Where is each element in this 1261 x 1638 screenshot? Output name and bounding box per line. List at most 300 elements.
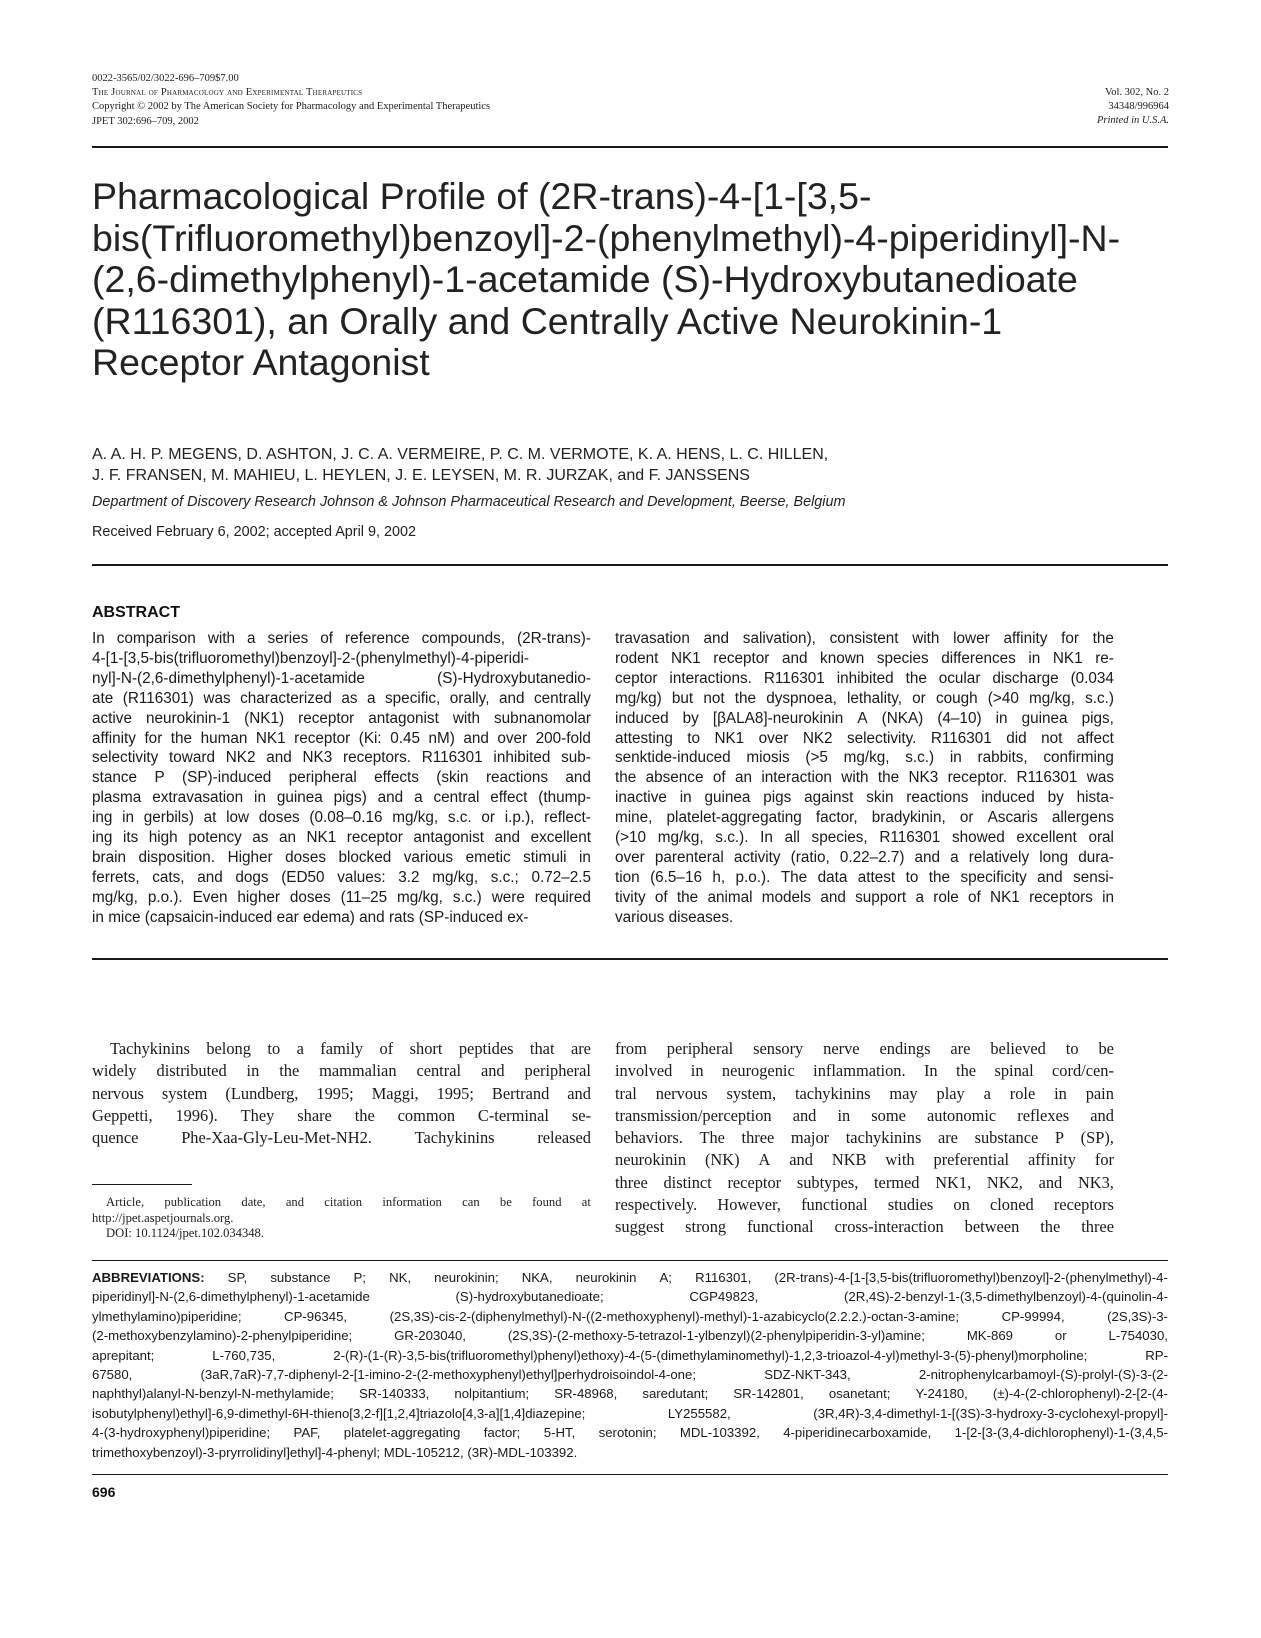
- word: plasma: [92, 789, 142, 807]
- word: (2S,3S)-(2-methoxy-5-tetrazol-1-ylbenzyl)(2-phenylpiperidin-3-yl)amine;: [507, 1328, 925, 1344]
- abbreviation-line: [92, 1365, 1168, 1384]
- word: affect: [1076, 729, 1114, 747]
- word: induced: [615, 709, 669, 727]
- word: antagonist: [368, 709, 439, 727]
- page-number: 696: [92, 1484, 116, 1500]
- word: a: [915, 888, 924, 906]
- word: a: [296, 1039, 304, 1058]
- word: not: [1041, 729, 1063, 747]
- word: of: [654, 888, 668, 906]
- body-line: [615, 1083, 1114, 1105]
- word: differences: [941, 649, 1016, 667]
- word: receptor: [713, 649, 770, 667]
- word: ing: [92, 829, 113, 847]
- word: 4-[1-[3,5-bis(trifluoromethyl)benzoyl]-2-(phenylmethyl)-4-piperidi-: [92, 649, 529, 667]
- word: 4-piperidinecarboxamide,: [783, 1425, 932, 1441]
- word: NK3,: [1077, 1172, 1114, 1192]
- word: (6.5–16: [650, 868, 702, 886]
- word: neurokinin: [615, 1150, 687, 1170]
- word: 200-fold: [535, 729, 591, 747]
- word: and: [266, 749, 292, 767]
- word: NK1,: [935, 1172, 972, 1192]
- word: s.c.): [452, 888, 482, 906]
- word: R116301: [879, 829, 941, 847]
- word: tachykinins: [845, 1128, 922, 1148]
- word: and: [1037, 868, 1063, 886]
- word: s.c.): [905, 749, 935, 767]
- word: Ascaris: [987, 809, 1038, 827]
- abstract-line: [615, 649, 1114, 669]
- word: peripheral: [524, 1061, 591, 1081]
- abstract-line: [92, 709, 591, 729]
- abbreviation-line: [92, 1404, 1168, 1423]
- word: over: [615, 848, 645, 866]
- word: mg/kg,: [432, 868, 479, 886]
- word: are: [950, 1039, 971, 1058]
- word: [βALA8]-neurokinin: [712, 709, 844, 727]
- word: quence: [92, 1128, 139, 1148]
- word: to: [905, 868, 919, 886]
- abstract-line: [615, 888, 1114, 908]
- word: against: [804, 789, 854, 807]
- body-line: [92, 1038, 591, 1060]
- word: serotonin;: [598, 1425, 657, 1441]
- word: and: [914, 848, 941, 866]
- word: to: [1065, 1039, 1079, 1058]
- word: with: [912, 630, 940, 647]
- word: peripheral: [666, 1039, 734, 1058]
- word: p.o.).: [147, 888, 183, 906]
- abstract-line: [615, 808, 1114, 828]
- word: Tachykinins: [414, 1128, 495, 1148]
- word: ex-: [507, 908, 529, 926]
- word: NK2,: [986, 1172, 1023, 1192]
- word: required: [534, 888, 591, 906]
- word: subnanomolar: [494, 709, 591, 727]
- word: selectivity.: [847, 729, 917, 747]
- word: transmission/perception: [615, 1105, 772, 1125]
- word: doses: [258, 809, 300, 827]
- word: edema): [302, 908, 355, 926]
- word: and: [480, 1061, 505, 1081]
- word: potency: [188, 829, 242, 847]
- word: SR-142801,: [733, 1386, 804, 1402]
- abstract-right-column: [615, 629, 1114, 928]
- word: studies: [887, 1195, 934, 1215]
- abstract-line: [92, 808, 591, 828]
- word: (SP),: [1080, 1128, 1114, 1148]
- word: excellent: [1016, 829, 1077, 847]
- word: distinct: [663, 1172, 712, 1192]
- word: information: [382, 1195, 442, 1209]
- word: inactive: [615, 789, 667, 807]
- word: the: [1040, 1217, 1061, 1237]
- abstract-line: [615, 709, 1114, 729]
- word: role: [1009, 1083, 1036, 1103]
- word: a: [983, 1083, 991, 1103]
- word: in: [254, 789, 266, 807]
- word: mg/kg,: [1029, 689, 1075, 707]
- word: long: [1039, 848, 1069, 866]
- abstract-line: [615, 868, 1114, 888]
- word: in: [690, 1061, 704, 1081]
- article-title: [92, 176, 1172, 384]
- word: 4-(3-hydroxyphenyl)piperidine;: [92, 1425, 271, 1441]
- word: the: [734, 689, 757, 707]
- word: (3aR,7aR)-7,7-diphenyl-2-[1-imino-2-(2-methoxyphenyl)ethyl]perhydroisoindol-4-one;: [200, 1367, 697, 1383]
- word: and: [359, 908, 385, 926]
- word: the: [170, 729, 193, 747]
- citation-line: JPET 302:696–709, 2002: [92, 115, 199, 127]
- abbreviation-line: [92, 1268, 1168, 1287]
- word: suggest: [615, 1217, 665, 1237]
- footnote-line: [92, 1195, 591, 1211]
- abstract-line: [92, 848, 591, 868]
- word: between: [964, 1217, 1020, 1237]
- word: Tachykinins: [110, 1039, 190, 1058]
- word: were: [491, 888, 525, 906]
- journal-name: The Journal of Pharmacology and Experimental Therapeutics: [92, 87, 363, 99]
- word: isobutylphenyl)ethyl]-6,9-dimethyl-6H-thieno[3,2-f][1,2,4]triazolo[4,3-a][1,4]diazepine;: [92, 1405, 586, 1421]
- received-dates: Received February 6, 2002; accepted April 9, 2002: [92, 524, 416, 540]
- word: 0.72–2.5: [531, 868, 591, 886]
- word: at: [581, 1195, 591, 1209]
- word: was: [203, 689, 231, 707]
- word: hista-: [1076, 789, 1114, 807]
- word: nervous: [92, 1083, 144, 1103]
- word: discharge: [992, 669, 1059, 687]
- word: endings: [879, 1039, 931, 1058]
- word: A;: [659, 1270, 672, 1285]
- word: in: [837, 1105, 851, 1125]
- abstract-line: [615, 689, 1114, 709]
- word: are: [937, 1128, 958, 1148]
- word: or: [959, 809, 974, 827]
- word: mine,: [615, 809, 653, 827]
- body-line: [615, 1149, 1114, 1171]
- word: animal: [707, 888, 753, 906]
- word: parenteral: [654, 848, 724, 866]
- word: (SP)-induced: [182, 769, 272, 787]
- word: effect: [490, 789, 528, 807]
- word: NK1: [1052, 649, 1083, 667]
- word: with: [452, 709, 481, 727]
- word: date,: [241, 1195, 266, 1209]
- word: in: [949, 749, 962, 767]
- word: (thump-: [538, 789, 591, 807]
- word: in: [995, 709, 1008, 727]
- abstract-line: [615, 748, 1114, 768]
- word: low: [226, 809, 250, 827]
- word: NK3: [302, 749, 333, 767]
- word: attesting: [615, 729, 673, 747]
- word: for: [1094, 1150, 1114, 1170]
- word: effects: [374, 769, 419, 787]
- abbreviations-top-rule: [92, 1260, 1168, 1261]
- word: reflect-: [544, 809, 591, 827]
- title-line: (2,6-dimethylphenyl)-1-acetamide (S)-Hydroxybutanedioate: [92, 258, 1078, 300]
- abbreviation-line: [92, 1443, 1168, 1462]
- abstract-line: [92, 828, 591, 848]
- word: three: [1081, 1217, 1114, 1237]
- word: (2S,3S)-cis-2-(diphenylmethyl)-N-((2-methoxyphenyl)-methyl)-1-azabicyclo(2.2.2.)-octan-3-amine;: [389, 1308, 960, 1324]
- word: inhibited: [836, 669, 894, 687]
- word: In: [760, 829, 773, 847]
- word: (NKA): [881, 709, 924, 727]
- word: (skin: [436, 769, 469, 787]
- word: Geppetti,: [92, 1105, 153, 1125]
- word: sensory: [753, 1039, 804, 1058]
- title-line: Receptor Antagonist: [92, 341, 430, 383]
- word: various: [403, 848, 454, 866]
- word: antagonist: [413, 829, 485, 847]
- word: widely: [92, 1061, 137, 1081]
- affiliation: Department of Discovery Research Johnson & Johnson Pharmaceutical Research and Development, Beerse, Belgium: [92, 494, 846, 510]
- word: In: [923, 1061, 938, 1081]
- word: guinea: [276, 789, 323, 807]
- word: specificity: [960, 868, 1027, 886]
- word: species: [876, 649, 929, 667]
- word: se-: [571, 1105, 591, 1125]
- word: an: [278, 829, 296, 847]
- word: (NK): [704, 1150, 740, 1170]
- word: s.c.: [447, 809, 472, 827]
- word: at: [203, 809, 217, 827]
- word: MDL-103392,: [679, 1425, 760, 1441]
- word: CP-99994,: [1001, 1308, 1065, 1324]
- word: inhibited: [493, 749, 551, 767]
- word: and: [494, 829, 521, 847]
- word: affinity: [1027, 1150, 1076, 1170]
- word: receptor.: [947, 769, 1008, 787]
- word: ceptor: [615, 669, 658, 687]
- word: values:: [337, 868, 386, 886]
- journal-header-left: [92, 72, 490, 129]
- abstract-line: [92, 888, 591, 908]
- word: comparison: [116, 630, 196, 647]
- word: its: [122, 829, 139, 847]
- word: some: [871, 1105, 906, 1125]
- abstract-left-column: [92, 629, 591, 928]
- word: of: [320, 630, 334, 647]
- word: strong: [685, 1217, 727, 1237]
- abbreviation-line: [92, 1287, 1168, 1306]
- word: MDL-105212,: [383, 1444, 464, 1460]
- body-line: [615, 1105, 1114, 1127]
- word: publication: [164, 1195, 222, 1209]
- word: active: [92, 709, 132, 727]
- title-line: (R116301), an Orally and Centrally Active Neurokinin-1: [92, 299, 1003, 342]
- word: three: [741, 1128, 775, 1148]
- word: and: [1090, 1105, 1114, 1125]
- word: as: [252, 829, 269, 847]
- word: citation: [324, 1195, 363, 1209]
- word: mg/kg,: [92, 888, 138, 906]
- word: rodent: [615, 649, 659, 667]
- word: preferential: [933, 1150, 1010, 1170]
- word: guinea: [704, 789, 751, 807]
- word: rats: [388, 908, 415, 926]
- word: Higher: [227, 848, 273, 866]
- word: platelet-aggregating: [343, 1425, 461, 1441]
- word: However,: [717, 1195, 781, 1215]
- word: (ED50: [281, 868, 325, 886]
- word: human: [200, 729, 248, 747]
- word: interactions.: [669, 669, 752, 687]
- word: consistent: [829, 630, 899, 647]
- word: tion: [615, 868, 640, 886]
- author-list: [92, 445, 1172, 486]
- word: specific,: [385, 689, 441, 707]
- abstract-line: [615, 908, 1114, 928]
- word: NKA,: [521, 1270, 553, 1285]
- word: CP-96345,: [284, 1308, 348, 1324]
- word: play: [936, 1083, 965, 1103]
- body-line: [615, 1060, 1114, 1082]
- word: h,: [712, 868, 726, 886]
- word: excellent: [530, 829, 591, 847]
- word: pigs): [333, 789, 367, 807]
- abbreviation-line: [92, 1423, 1168, 1442]
- word: Maggi,: [371, 1083, 419, 1103]
- abbreviation-line: [92, 1326, 1168, 1345]
- word: naphthyl)alanyl-N-benzyl-N-methylamide;: [92, 1386, 334, 1402]
- word: A: [857, 709, 868, 727]
- word: (2R,4S)-2-benzyl-1-(3,5-dimethylbenzoyl)-4-(quinolin-4-: [844, 1289, 1168, 1305]
- abbreviation-line: [92, 1346, 1168, 1365]
- footnote-rule: [92, 1184, 192, 1185]
- word: be: [499, 1195, 512, 1209]
- word: showed: [951, 829, 1005, 847]
- word: mg/kg,: [392, 809, 439, 827]
- word: nerve: [823, 1039, 860, 1058]
- word: believed: [990, 1039, 1046, 1058]
- word: the: [956, 1061, 977, 1081]
- word: nyl]-N-(2,6-dimethylphenyl)-1-acetamide: [92, 669, 365, 687]
- word: the: [354, 1105, 375, 1125]
- word: three: [615, 1172, 648, 1192]
- word: an: [734, 769, 752, 787]
- word: inflammation.: [813, 1061, 906, 1081]
- word: and: [792, 1105, 817, 1125]
- word: R116301: [421, 749, 483, 767]
- word: activity: [733, 848, 781, 866]
- abstract-line: [92, 669, 591, 689]
- body-line: [615, 1038, 1114, 1060]
- word: cough: [935, 689, 978, 707]
- word: characterized: [240, 689, 332, 707]
- word: a: [367, 689, 376, 707]
- word: tral: [615, 1083, 637, 1103]
- word: allergens: [1051, 809, 1114, 827]
- word: dyspnoea,: [766, 689, 837, 707]
- word: platelet-aggregating: [666, 809, 802, 827]
- word: a: [950, 848, 959, 866]
- word: or: [1054, 1328, 1067, 1344]
- word: species,: [811, 829, 868, 847]
- word: (±)-4-(2-chlorophenyl)-2-[2-(4-: [992, 1386, 1168, 1402]
- word: series: [267, 630, 309, 647]
- word: (ratio,: [790, 848, 830, 866]
- abstract-line: [92, 689, 591, 709]
- word: to: [687, 729, 701, 747]
- printed-line: Printed in U.S.A.: [1096, 115, 1169, 127]
- word: substance: [974, 1128, 1039, 1148]
- abstract-line: [615, 768, 1114, 788]
- word: distributed: [156, 1061, 227, 1081]
- word: with: [207, 630, 236, 647]
- copyright-line: Copyright © 2002 by The American Society for Pharmacology and Experimental Therapeutics: [92, 101, 491, 113]
- word: major: [790, 1128, 830, 1148]
- word: can: [462, 1195, 480, 1209]
- abstract-line: [92, 788, 591, 808]
- abstract-line: [615, 848, 1114, 868]
- footnote: [92, 1195, 591, 1242]
- word: NK2: [225, 749, 256, 767]
- word: NK1: [670, 649, 701, 667]
- word: (>40: [987, 689, 1019, 707]
- word: nM): [428, 729, 455, 747]
- word: that: [529, 1039, 555, 1058]
- word: high: [148, 829, 178, 847]
- word: blocked: [338, 848, 392, 866]
- word: Phe-Xaa-Gly-Leu-Met-NH2.: [181, 1128, 372, 1148]
- word: or: [481, 809, 495, 827]
- journal-header-right: [1097, 86, 1169, 129]
- word: nervous: [655, 1083, 708, 1103]
- word: SP,: [227, 1270, 248, 1285]
- word: mammalian: [319, 1061, 397, 1081]
- word: NK1: [990, 888, 1020, 906]
- body-line: [615, 1194, 1114, 1216]
- word: emetic: [465, 848, 511, 866]
- word: receptor: [294, 729, 351, 747]
- word: bradykinin,: [871, 809, 946, 827]
- word: factor;: [483, 1425, 521, 1441]
- word: disposition.: [138, 848, 216, 866]
- word: rabbits,: [977, 749, 1028, 767]
- word: Y-24180,: [915, 1386, 968, 1402]
- abstract-line: [92, 729, 591, 749]
- word: toward: [169, 749, 215, 767]
- word: neurokinin;: [434, 1270, 499, 1285]
- word: L-760,735,: [212, 1347, 276, 1363]
- word: and: [703, 630, 730, 647]
- word: reactions: [906, 789, 969, 807]
- word: and: [377, 789, 404, 807]
- word: extravasation: [152, 789, 244, 807]
- word: in: [122, 809, 135, 827]
- word: dura-: [1078, 848, 1114, 866]
- abstract-line: [92, 768, 591, 788]
- word: and: [820, 888, 846, 906]
- word: s.c.): [1085, 689, 1114, 707]
- word: 1995;: [436, 1083, 474, 1103]
- word: compounds,: [421, 630, 505, 647]
- word: guinea: [1021, 709, 1068, 727]
- word: released: [537, 1128, 591, 1148]
- word: to: [267, 1039, 281, 1058]
- word: p.o.).: [735, 868, 771, 886]
- word: the: [905, 669, 927, 687]
- word: (2-methoxybenzylamino)-2-phenylpiperidine;: [92, 1328, 353, 1344]
- word: They: [240, 1105, 275, 1125]
- word: the: [928, 868, 951, 886]
- word: (2S,3S)-3-: [1107, 1308, 1168, 1324]
- word: models: [761, 888, 812, 906]
- abbreviation-line: [92, 1307, 1168, 1326]
- word: aprepitant;: [92, 1347, 155, 1363]
